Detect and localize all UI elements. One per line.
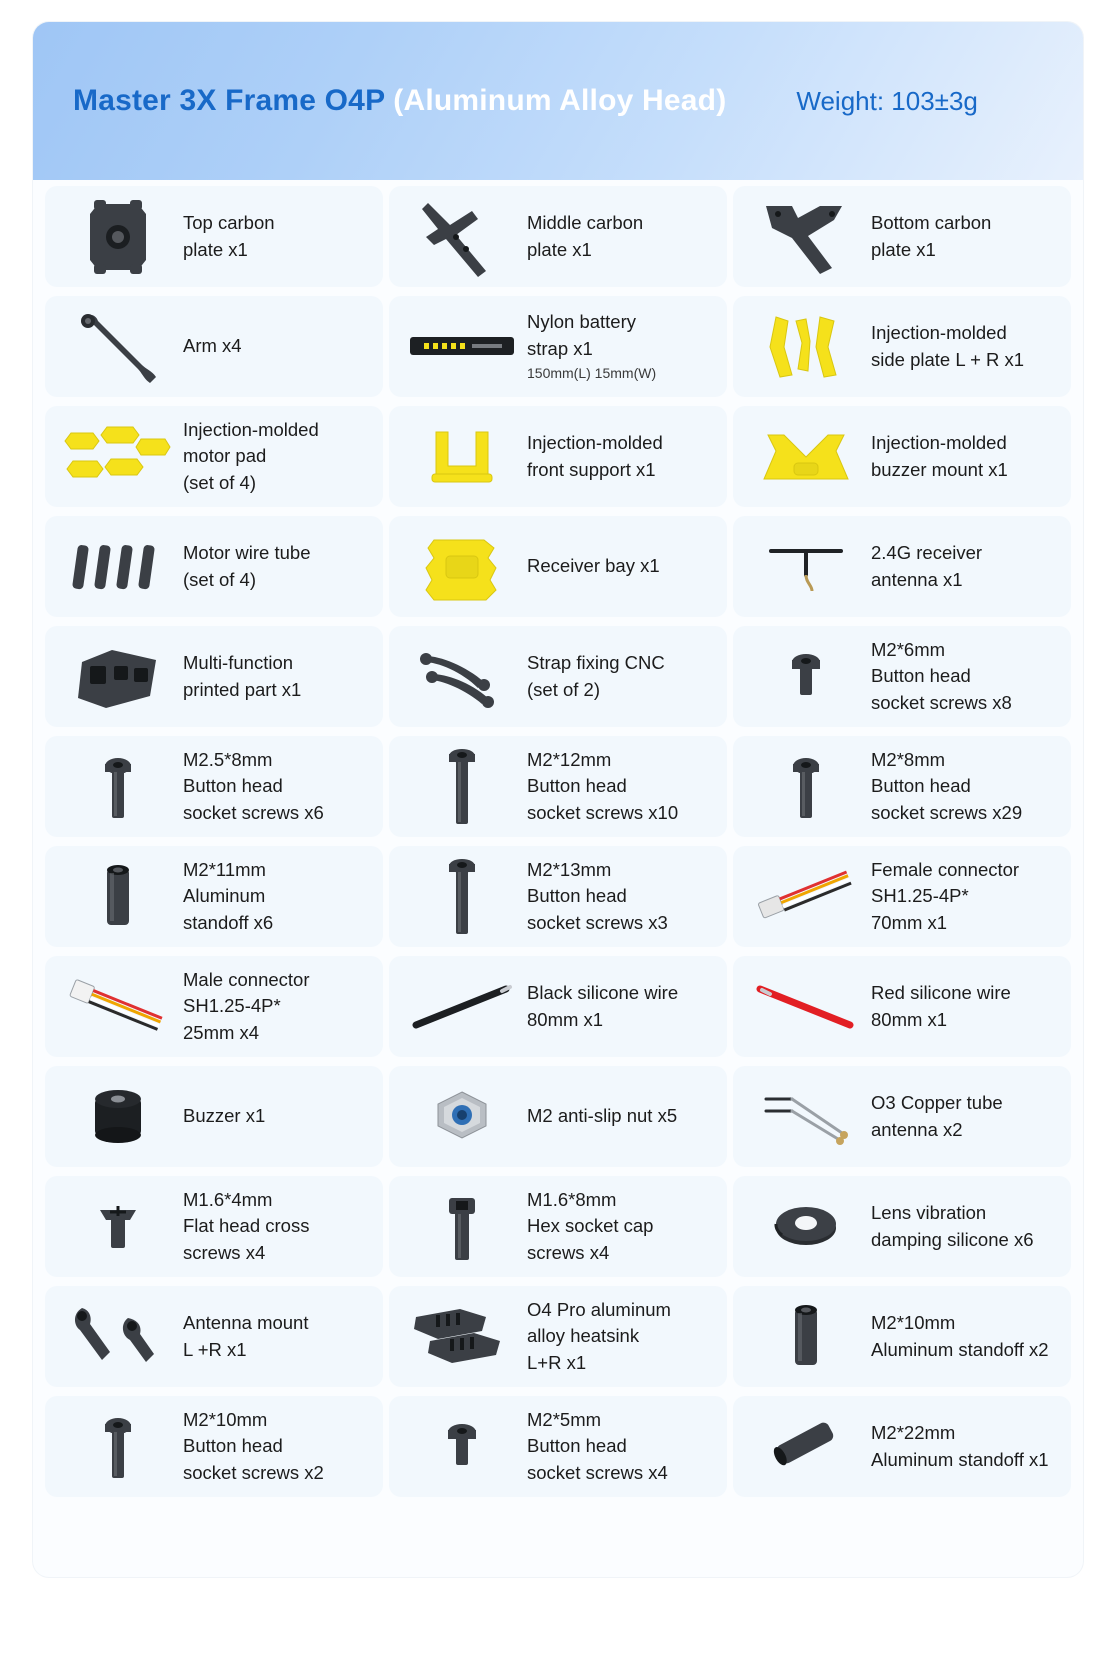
part-label-text: Black silicone wire 80mm x1 [527, 982, 679, 1030]
part-label-text: Multi-function printed part x1 [183, 652, 302, 700]
part-item [733, 1396, 1071, 1497]
part-item [389, 846, 727, 947]
part-label-text: Receiver bay x1 [527, 555, 660, 577]
aluminum-standoff-icon [743, 1294, 869, 1380]
button-head-screw-icon [743, 744, 869, 830]
part-item [389, 1286, 727, 1387]
button-head-screw-short-icon [743, 634, 869, 720]
part-item [389, 956, 727, 1057]
part-item [389, 1066, 727, 1167]
lens-damping-silicone-icon [743, 1184, 869, 1270]
part-label [525, 857, 668, 936]
heatsink-icon [399, 1294, 525, 1380]
top-carbon-plate-icon [55, 194, 181, 280]
part-item [733, 186, 1071, 287]
part-label [869, 210, 991, 263]
part-label-text: Strap fixing CNC (set of 2) [527, 652, 665, 700]
part-label-text: Red silicone wire 80mm x1 [871, 982, 1011, 1030]
part-item [733, 1066, 1071, 1167]
part-item [45, 1286, 383, 1387]
part-item [389, 296, 727, 397]
part-label-text: Arm x4 [183, 335, 242, 357]
part-item [45, 736, 383, 837]
hex-socket-cap-screw-icon [399, 1184, 525, 1270]
part-item [733, 736, 1071, 837]
part-item [733, 956, 1071, 1057]
part-label [869, 1310, 1049, 1363]
part-label [525, 650, 665, 703]
part-label-text: Nylon battery strap x1 [527, 311, 636, 359]
button-head-screw-icon [55, 744, 181, 830]
front-support-icon [399, 414, 525, 500]
part-label [181, 417, 319, 496]
part-item [733, 846, 1071, 947]
motor-wire-tube-icon [55, 524, 181, 610]
part-label-text: Male connector SH1.25-4P* 25mm x4 [183, 969, 310, 1043]
part-label-text: M2*13mm Button head socket screws x3 [527, 859, 668, 933]
part-label [181, 210, 275, 263]
bottom-carbon-plate-icon [743, 194, 869, 280]
button-head-screw-icon [55, 1404, 181, 1490]
part-item [733, 516, 1071, 617]
part-label [181, 1310, 308, 1363]
aluminum-standoff-long-icon [743, 1404, 869, 1490]
receiver-bay-icon [399, 524, 525, 610]
part-label [525, 1297, 671, 1376]
part-label [869, 320, 1024, 373]
part-item [45, 186, 383, 287]
part-label [869, 1420, 1049, 1473]
part-label-text: M2 anti-slip nut x5 [527, 1105, 678, 1127]
part-label-text: M2*10mm Aluminum standoff x2 [871, 1312, 1049, 1360]
part-label [181, 333, 242, 359]
part-label-text: O4 Pro aluminum alloy heatsink L+R x1 [527, 1299, 671, 1373]
card-header [33, 22, 1083, 180]
part-label-text: M2*8mm Button head socket screws x29 [871, 749, 1023, 823]
part-label-text: M2*11mm Aluminum standoff x6 [183, 859, 274, 933]
anti-slip-nut-icon [399, 1074, 525, 1160]
part-label [525, 1187, 653, 1266]
strap-fixing-cnc-icon [399, 634, 525, 720]
multi-function-printed-part-icon [55, 634, 181, 720]
weight-label: Weight: 103±3g [796, 85, 978, 116]
part-label-text: Lens vibration damping silicone x6 [871, 1202, 1034, 1250]
buzzer-icon [55, 1074, 181, 1160]
parts-grid [33, 180, 1083, 1519]
receiver-antenna-icon [743, 524, 869, 610]
aluminum-standoff-icon [55, 854, 181, 940]
part-label-text: M2*10mm Button head socket screws x2 [183, 1409, 324, 1483]
part-label-text: M1.6*4mm Flat head cross screws x4 [183, 1189, 310, 1263]
part-label [525, 210, 643, 263]
part-item [733, 1176, 1071, 1277]
part-label-text: Injection-molded front support x1 [527, 432, 663, 480]
part-label [181, 540, 311, 593]
part-item [389, 186, 727, 287]
part-label-text: M2*5mm Button head socket screws x4 [527, 1409, 668, 1483]
part-item [389, 626, 727, 727]
part-label [525, 1407, 668, 1486]
part-label [869, 637, 1012, 716]
part-item [733, 626, 1071, 727]
female-connector-icon [743, 854, 869, 940]
part-label-text: Injection-molded motor pad (set of 4) [183, 419, 319, 493]
part-item [45, 626, 383, 727]
part-label [869, 430, 1008, 483]
part-label [181, 967, 309, 1046]
copper-tube-antenna-icon [743, 1074, 869, 1160]
part-item [733, 406, 1071, 507]
red-silicone-wire-icon [743, 964, 869, 1050]
male-connector-icon [55, 964, 181, 1050]
part-label [181, 1187, 309, 1266]
part-item [45, 516, 383, 617]
part-label [181, 747, 324, 826]
part-label-text: M1.6*8mm Hex socket cap screws x4 [527, 1189, 654, 1263]
button-head-screw-long-icon [399, 744, 525, 830]
part-item [389, 516, 727, 617]
button-head-screw-short-icon [399, 1404, 525, 1490]
part-dimension-note: 150mm(L) 15mm(W) [527, 364, 657, 381]
part-item [45, 1396, 383, 1497]
part-item [389, 406, 727, 507]
part-label [181, 650, 301, 703]
part-label-text: M2*22mm Aluminum standoff x1 [871, 1422, 1049, 1470]
part-label [525, 1103, 677, 1129]
part-label [525, 309, 656, 383]
part-label [181, 857, 273, 936]
part-label [525, 553, 660, 579]
part-label [181, 1407, 324, 1486]
part-item [733, 1286, 1071, 1387]
part-label [525, 747, 678, 826]
page-title-main: Master 3X Frame O4P [73, 84, 394, 117]
part-item [389, 1396, 727, 1497]
page-title-sub: (Aluminum Alloy Head) [393, 84, 727, 117]
page-title [73, 84, 726, 118]
part-label-text: M2.5*8mm Button head socket screws x6 [183, 749, 324, 823]
black-silicone-wire-icon [399, 964, 525, 1050]
part-item [733, 296, 1071, 397]
part-item [45, 846, 383, 947]
part-item [389, 1176, 727, 1277]
middle-carbon-plate-icon [399, 194, 525, 280]
motor-pad-icon [55, 414, 181, 500]
part-label [525, 980, 678, 1033]
part-item [389, 736, 727, 837]
part-label-text: M2*12mm Button head socket screws x10 [527, 749, 679, 823]
part-label-text: Female connector SH1.25-4P* 70mm x1 [871, 859, 1020, 933]
part-item [45, 296, 383, 397]
part-item [45, 406, 383, 507]
button-head-screw-long-icon [399, 854, 525, 940]
part-label-text: Bottom carbon plate x1 [871, 212, 992, 260]
part-item [45, 1066, 383, 1167]
part-item [45, 1176, 383, 1277]
part-label [869, 1090, 1003, 1143]
part-label-text: O3 Copper tube antenna x2 [871, 1092, 1003, 1140]
arm-icon [55, 304, 181, 390]
part-label-text: Injection-molded side plate L + R x1 [871, 322, 1025, 370]
buzzer-mount-icon [743, 414, 869, 500]
part-label-text: M2*6mm Button head socket screws x8 [871, 639, 1012, 713]
part-label-text: Middle carbon plate x1 [527, 212, 644, 260]
part-label [869, 980, 1011, 1033]
part-label [869, 540, 982, 593]
parts-card [33, 22, 1083, 1577]
part-label [869, 857, 1019, 936]
part-label-text: 2.4G receiver antenna x1 [871, 542, 983, 590]
side-plate-icon [743, 304, 869, 390]
part-label [525, 430, 663, 483]
flat-head-cross-screw-icon [55, 1184, 181, 1270]
part-label [869, 747, 1022, 826]
part-label [869, 1200, 1033, 1253]
nylon-battery-strap-icon [399, 304, 525, 390]
part-label-text: Motor wire tube (set of 4) [183, 542, 311, 590]
antenna-mount-icon [55, 1294, 181, 1380]
part-label-text: Top carbon plate x1 [183, 212, 275, 260]
part-label-text: Injection-molded buzzer mount x1 [871, 432, 1008, 480]
part-label [181, 1103, 265, 1129]
part-item [45, 956, 383, 1057]
part-label-text: Buzzer x1 [183, 1105, 266, 1127]
part-label-text: Antenna mount L +R x1 [183, 1312, 309, 1360]
